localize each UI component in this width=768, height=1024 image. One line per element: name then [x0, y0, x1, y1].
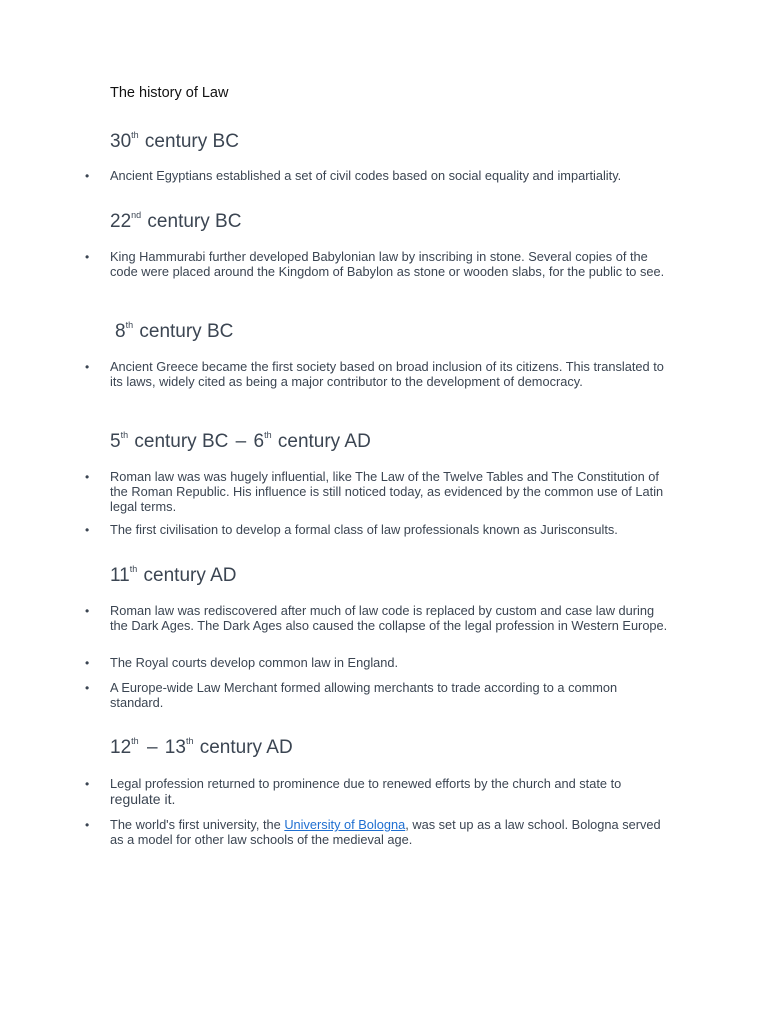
list-item-text: The first civilisation to develop a formal class of law professionals known as Jurisconsults. — [110, 522, 618, 537]
heading-8th-century-bc — [115, 321, 233, 343]
heading-text: century BC — [129, 431, 229, 452]
bullet-icon: • — [85, 250, 90, 264]
bullet-icon: • — [85, 470, 90, 484]
list-item-text: Ancient Greece became the first society based on broad inclusion of its citizens. This translated to its laws, widely cited as being a major contributor to the development of democracy. — [110, 359, 664, 389]
bullet-icon: • — [85, 818, 90, 832]
heading-ordinal-suffix-2: th — [185, 735, 194, 746]
heading-text: century BC — [142, 211, 242, 232]
list-item — [85, 680, 670, 711]
list-item-text: Roman law was rediscovered after much of law code is replaced by custom and case law during the Dark Ages. The Dark Ages also caused the collapse of the legal profession in Western Europe. — [110, 603, 668, 633]
bullet-icon: • — [85, 777, 90, 791]
bullet-icon: • — [85, 360, 90, 374]
heading-ordinal-suffix: nd — [131, 209, 142, 220]
heading-text: century AD — [138, 565, 237, 586]
list-item-text-continued: regulate it. — [110, 790, 176, 807]
heading-text-2: century AD — [194, 737, 293, 758]
list-item — [85, 776, 670, 808]
university-of-bologna-link[interactable]: University of Bologna — [284, 817, 406, 832]
heading-text-2: century AD — [272, 431, 371, 452]
heading-text: century BC — [134, 321, 234, 342]
heading-number: 5 — [110, 431, 121, 452]
heading-11th-century-ad — [110, 565, 236, 587]
bullet-icon: • — [85, 681, 90, 695]
heading-text: century BC — [139, 131, 239, 152]
heading-number: 30 — [110, 131, 132, 152]
heading-ordinal-suffix: th — [120, 429, 129, 440]
list-item-text: Roman law was was hugely influential, like The Law of the Twelve Tables and The Constitution of the Roman Republic. His influence is still noticed today, as evidenced by the common use of Latin legal terms. — [110, 469, 664, 514]
heading-ordinal-suffix-2: th — [264, 429, 272, 440]
list-item — [85, 469, 670, 514]
heading-number-2: 13 — [164, 737, 186, 758]
heading-number: 8 — [115, 321, 126, 342]
heading-12th-13th-century-ad — [110, 737, 293, 759]
list-item-text-after-link: , was set up as a law school. Bologna served as a model for other law schools of the medieval age. — [110, 817, 661, 847]
heading-30th-century-bc — [110, 131, 239, 153]
list-item-text: Legal profession returned to prominence due to renewed efforts by the church and state to — [110, 776, 622, 791]
list-item-text: Ancient Egyptians established a set of civil codes based on social equality and impartiality. — [110, 168, 622, 183]
bullet-icon: • — [85, 656, 90, 670]
heading-number: 12 — [110, 737, 132, 758]
document-title: The history of Law — [110, 85, 229, 101]
list-item-text: The world's first university, the — [110, 817, 285, 832]
heading-ordinal-suffix: th — [125, 319, 134, 330]
heading-number-2: 6 — [253, 431, 265, 452]
heading-number: 11 — [110, 565, 130, 586]
list-item-text: The Royal courts develop common law in England. — [110, 655, 399, 670]
bullet-icon: • — [85, 169, 90, 183]
heading-22nd-century-bc — [110, 211, 241, 233]
heading-ordinal-suffix: th — [131, 129, 139, 140]
bullet-icon: • — [85, 523, 90, 537]
heading-ordinal-suffix: th — [129, 563, 138, 574]
heading-dash: – — [235, 431, 247, 452]
bullet-icon: • — [85, 604, 90, 618]
list-item — [85, 817, 670, 848]
heading-number: 22 — [110, 211, 132, 232]
list-item — [85, 522, 670, 538]
list-item — [85, 603, 670, 634]
list-item — [85, 168, 670, 184]
list-item — [85, 249, 670, 280]
list-item-text: A Europe-wide Law Merchant formed allowing merchants to trade according to a common standard. — [110, 680, 618, 710]
heading-ordinal-suffix: th — [131, 735, 139, 746]
list-item-text: King Hammurabi further developed Babylonian law by inscribing in stone. Several copies of the code were placed around the Kingdom of Babylon as stone or wooden slabs, for the public to see. — [110, 249, 665, 279]
heading-dash: – — [146, 737, 158, 758]
list-item — [85, 359, 670, 390]
list-item — [85, 655, 670, 671]
heading-5th-bc-6th-ad — [110, 431, 371, 453]
